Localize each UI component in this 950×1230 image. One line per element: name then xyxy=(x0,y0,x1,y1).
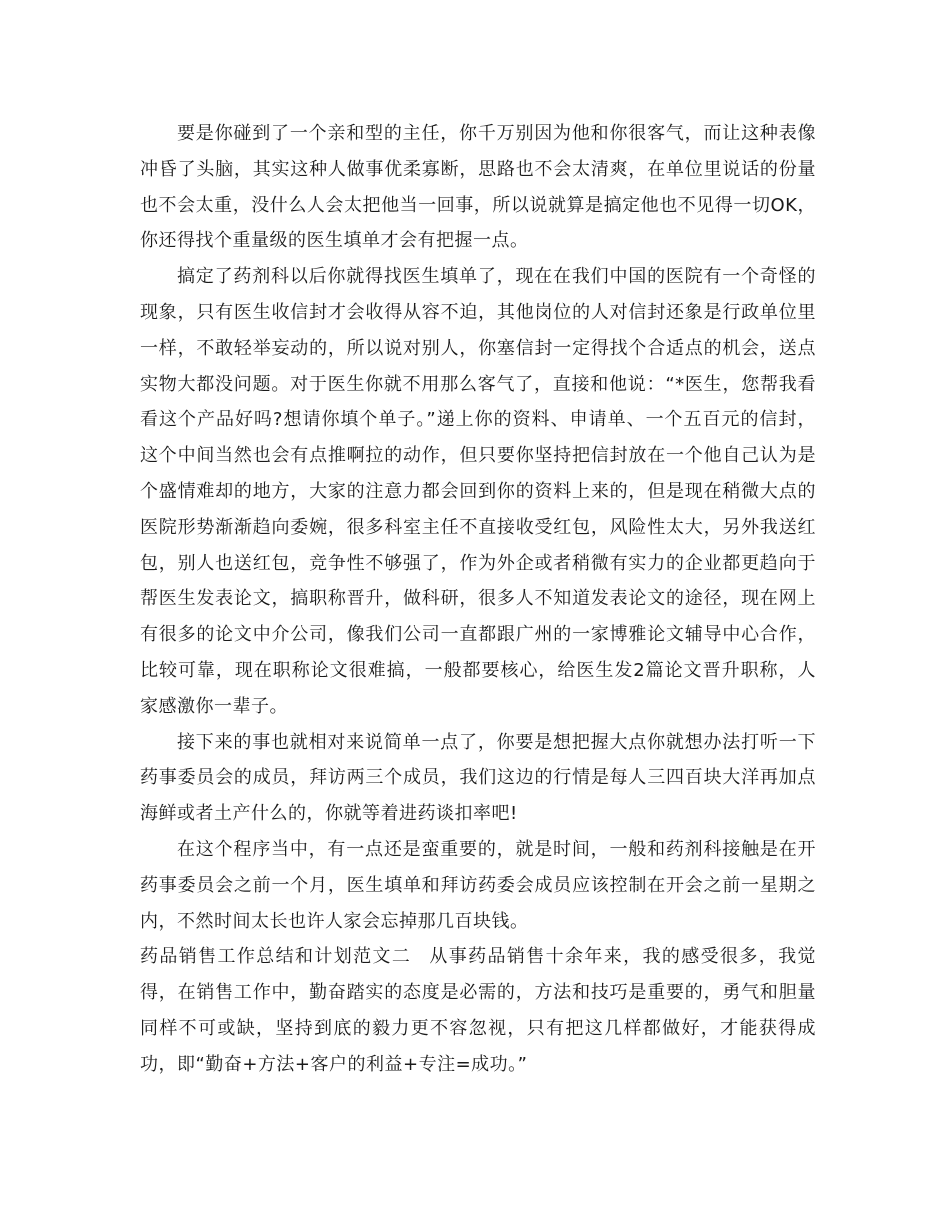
paragraph-2: 搞定了药剂科以后你就得找医生填单了，现在在我们中国的医院有一个奇怪的现象，只有医生收信封才会收得从容不迫，其他岗位的人对信封还象是行政单位里一样，不敢轻举妄动的，所以说对别人，你塞信封一定得找个合适点的机会，送点实物大都没问题。对于医生你就不用那么客气了，直接和他说：“*医生，您帮我看看这个产品好吗?想请你填个单子。”递上你的资料、申请单、一个五百元的信封，这个中间当然也会有点推啊拉的动作，但只要你坚持把信封放在一个他自己认为是个盛情难却的地方，大家的注意力都会回到你的资料上来的，但是现在稍微大点的医院形势渐渐趋向委婉，很多科室主任不直接收受红包，风险性太大，另外我送红包，别人也送红包，竞争性不够强了，作为外企或者稍微有实力的企业都更趋向于帮医生发表论文，搞职称晋升，做科研，很多人不知道发表论文的途径，现在网上有很多的论文中介公司，像我们公司一直都跟广州的一家博雅论文辅导中心合作，比较可靠，现在职称论文很难搞，一般都要核心，给医生发2篇论文晋升职称，人家感激你一辈子。 xyxy=(140,266,816,717)
section-paragraph xyxy=(140,939,816,1082)
paragraph-1: 要是你碰到了一个亲和型的主任，你千万别因为他和你很客气，而让这种表像冲昏了头脑，其实这种人做事优柔寡断，思路也不会太清爽，在单位里说话的份量也不会太重，没什么人会太把他当一回事，所以说就算是搞定他也不见得一切OK，你还得找个重量级的医生填单才会有把握一点。 xyxy=(140,123,816,252)
paragraph-3: 接下来的事也就相对来说简单一点了，你要是想把握大点你就想办法打听一下药事委员会的成员，拜访两三个成员，我们这边的行情是每人三四百块大洋再加点海鲜或者土产什么的，你就等着进药谈扣率吧! xyxy=(140,731,816,825)
section-text: 从事药品销售十余年来，我的感受很多，我觉得，在销售工作中，勤奋踏实的态度是必需的，方法和技巧是重要的，勇气和胆量同样不可或缺，坚持到底的毅力更不容忽视，只有把这几样都做好，才能获得成功，即“勤奋+方法+客户的利益+专注=成功。” xyxy=(140,946,817,1075)
paragraph-4: 在这个程序当中，有一点还是蛮重要的，就是时间，一般和药剂科接触是在开药事委员会之前一个月，医生填单和拜访药委会成员应该控制在开会之前一星期之内，不然时间太长也许人家会忘掉那几百块钱。 xyxy=(140,838,816,932)
document-body xyxy=(140,116,816,1083)
section-title: 药品销售工作总结和计划范文二 xyxy=(140,946,412,968)
